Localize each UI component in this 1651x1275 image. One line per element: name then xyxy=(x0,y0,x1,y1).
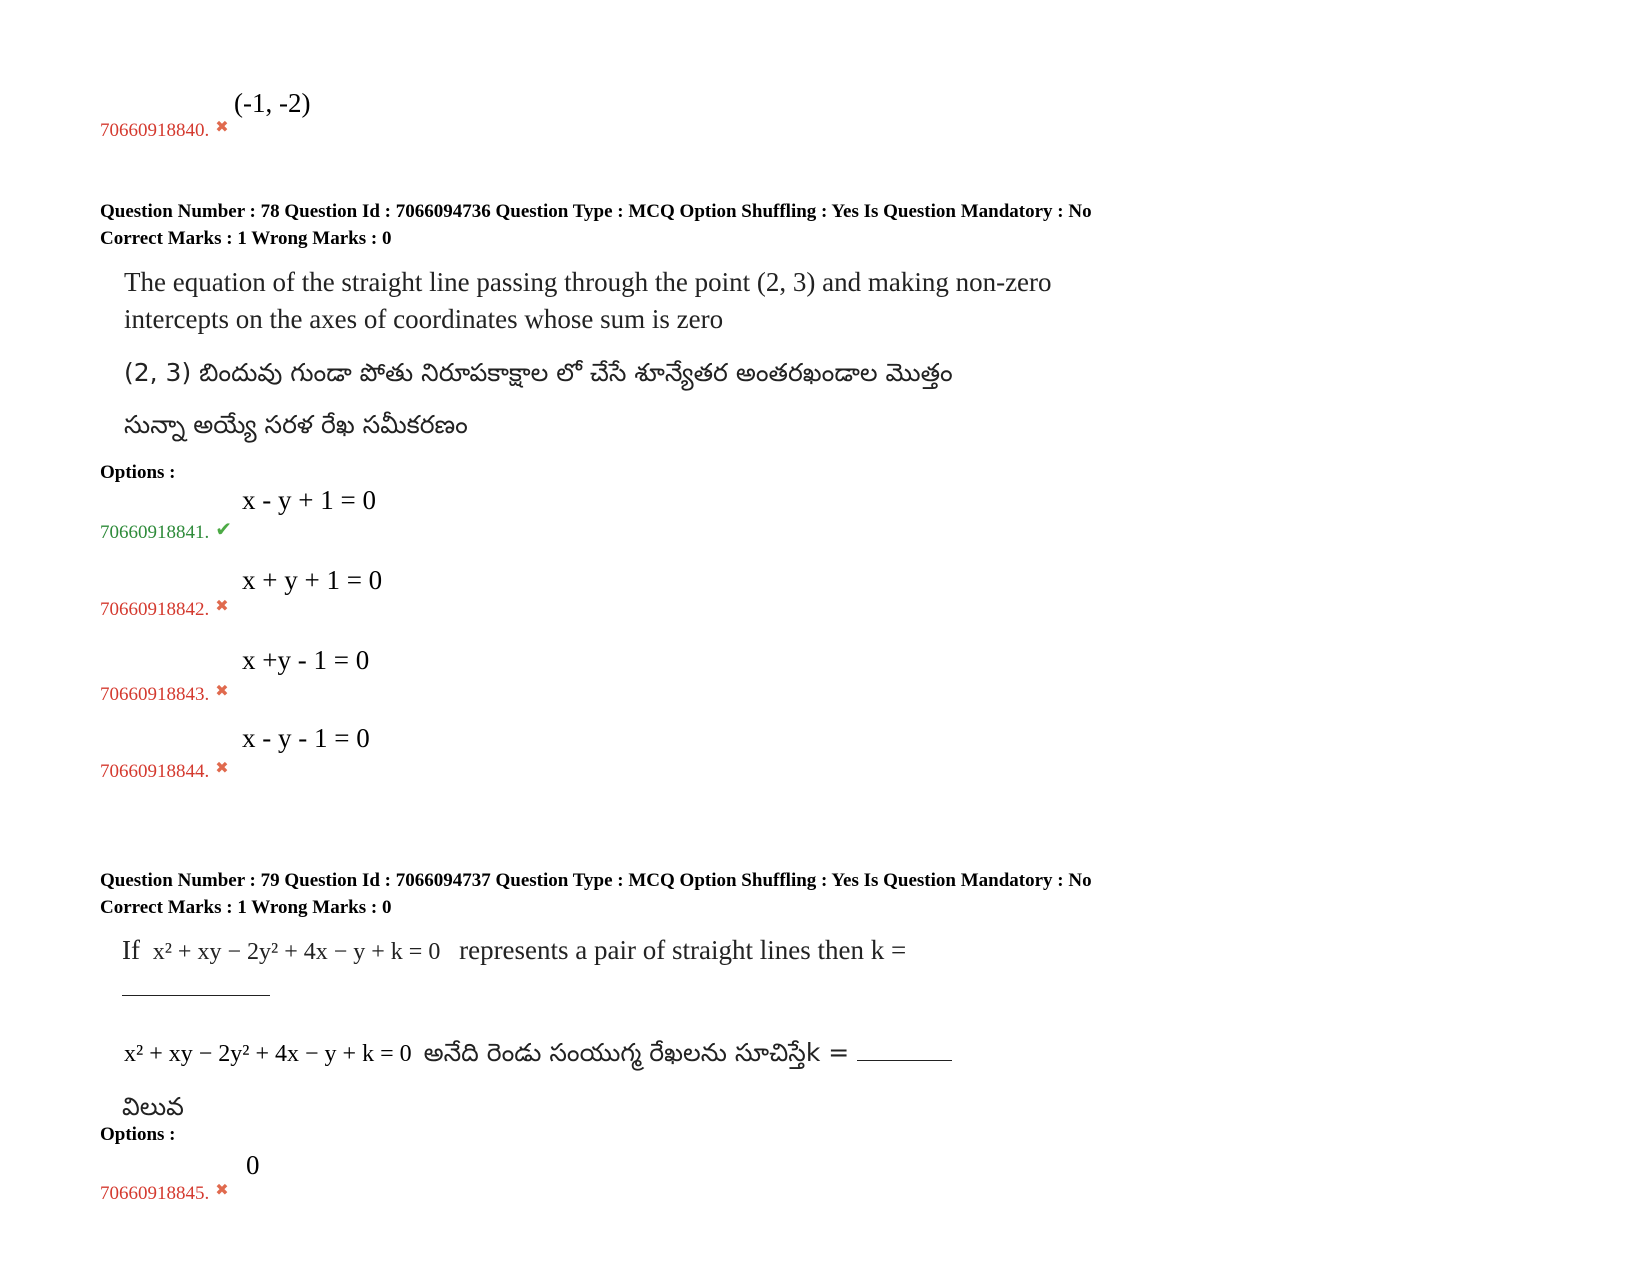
option-item xyxy=(100,517,232,544)
options-label: Options : xyxy=(100,1124,176,1145)
options-label: Options : xyxy=(100,462,176,483)
option-math: x - y + 1 = 0 xyxy=(242,485,376,515)
option-item xyxy=(100,758,229,783)
question-text-en xyxy=(122,932,906,971)
question-meta xyxy=(100,867,1092,921)
option-id: 70660918844. xyxy=(100,761,210,782)
question-equation: x² + xy − 2y² + 4x − y + k = 0 xyxy=(152,939,441,965)
question-meta-line1: Question Number : 79 Question Id : 7066094737 Question Type : MCQ Option Shuffling : Yes Is Question Mandatory : No xyxy=(100,870,1092,891)
option-item xyxy=(100,681,229,706)
option-item xyxy=(100,117,229,142)
cross-icon: ✖ xyxy=(215,760,229,777)
question-text-te-line: అనేది రెండు సంయుగ్మ రేఖలను సూచిస్తేk = xyxy=(423,1038,850,1067)
option-id: 70660918840. xyxy=(100,120,210,141)
question-text-suffix: represents a pair of straight lines then k = xyxy=(459,935,907,965)
question-text-te: విలువ xyxy=(122,1092,184,1121)
answer-blank xyxy=(122,975,270,1001)
option-math: (-1, -2) xyxy=(234,88,311,118)
cross-icon: ✖ xyxy=(215,683,229,700)
option-item xyxy=(100,1180,229,1205)
question-equation: x² + xy − 2y² + 4x − y + k = 0 xyxy=(124,1041,412,1067)
answer-blank xyxy=(857,1040,952,1061)
option-id: 70660918842. xyxy=(100,599,210,620)
cross-icon: ✖ xyxy=(215,119,229,136)
question-marks-line: Correct Marks : 1 Wrong Marks : 0 xyxy=(100,897,392,918)
option-math: x - y - 1 = 0 xyxy=(242,723,370,753)
option-math: x +y - 1 = 0 xyxy=(242,645,370,675)
cross-icon: ✖ xyxy=(215,1182,229,1199)
question-text-prefix: If xyxy=(122,935,140,965)
question-text-line: The equation of the straight line passing through the point (2, 3) and making non-zero xyxy=(124,267,1052,297)
question-text-te: (2, 3) బిందువు గుండా పోతు నిరూపకాక్షాల లో చేసే శూన్యేతర అంతరఖండాల మొత్తం xyxy=(124,358,953,387)
question-text-line: intercepts on the axes of coordinates whose sum is zero xyxy=(124,304,724,334)
option-id: 70660918843. xyxy=(100,684,210,705)
question-meta xyxy=(100,198,1092,252)
question-text-en xyxy=(124,264,1124,338)
option-id: 70660918841. xyxy=(100,522,210,543)
question-text-te: సున్నా అయ్యే సరళ రేఖ సమీకరణం xyxy=(124,410,468,439)
question-marks-line: Correct Marks : 1 Wrong Marks : 0 xyxy=(100,228,392,249)
cross-icon: ✖ xyxy=(215,598,229,615)
option-id: 70660918845. xyxy=(100,1183,210,1204)
question-text-te xyxy=(124,1038,952,1074)
check-icon: ✔ xyxy=(215,519,233,541)
question-meta-line1: Question Number : 78 Question Id : 7066094736 Question Type : MCQ Option Shuffling : Yes Is Question Mandatory : No xyxy=(100,201,1092,222)
option-math: x + y + 1 = 0 xyxy=(242,565,383,595)
option-math: 0 xyxy=(246,1150,260,1180)
option-item xyxy=(100,596,229,621)
